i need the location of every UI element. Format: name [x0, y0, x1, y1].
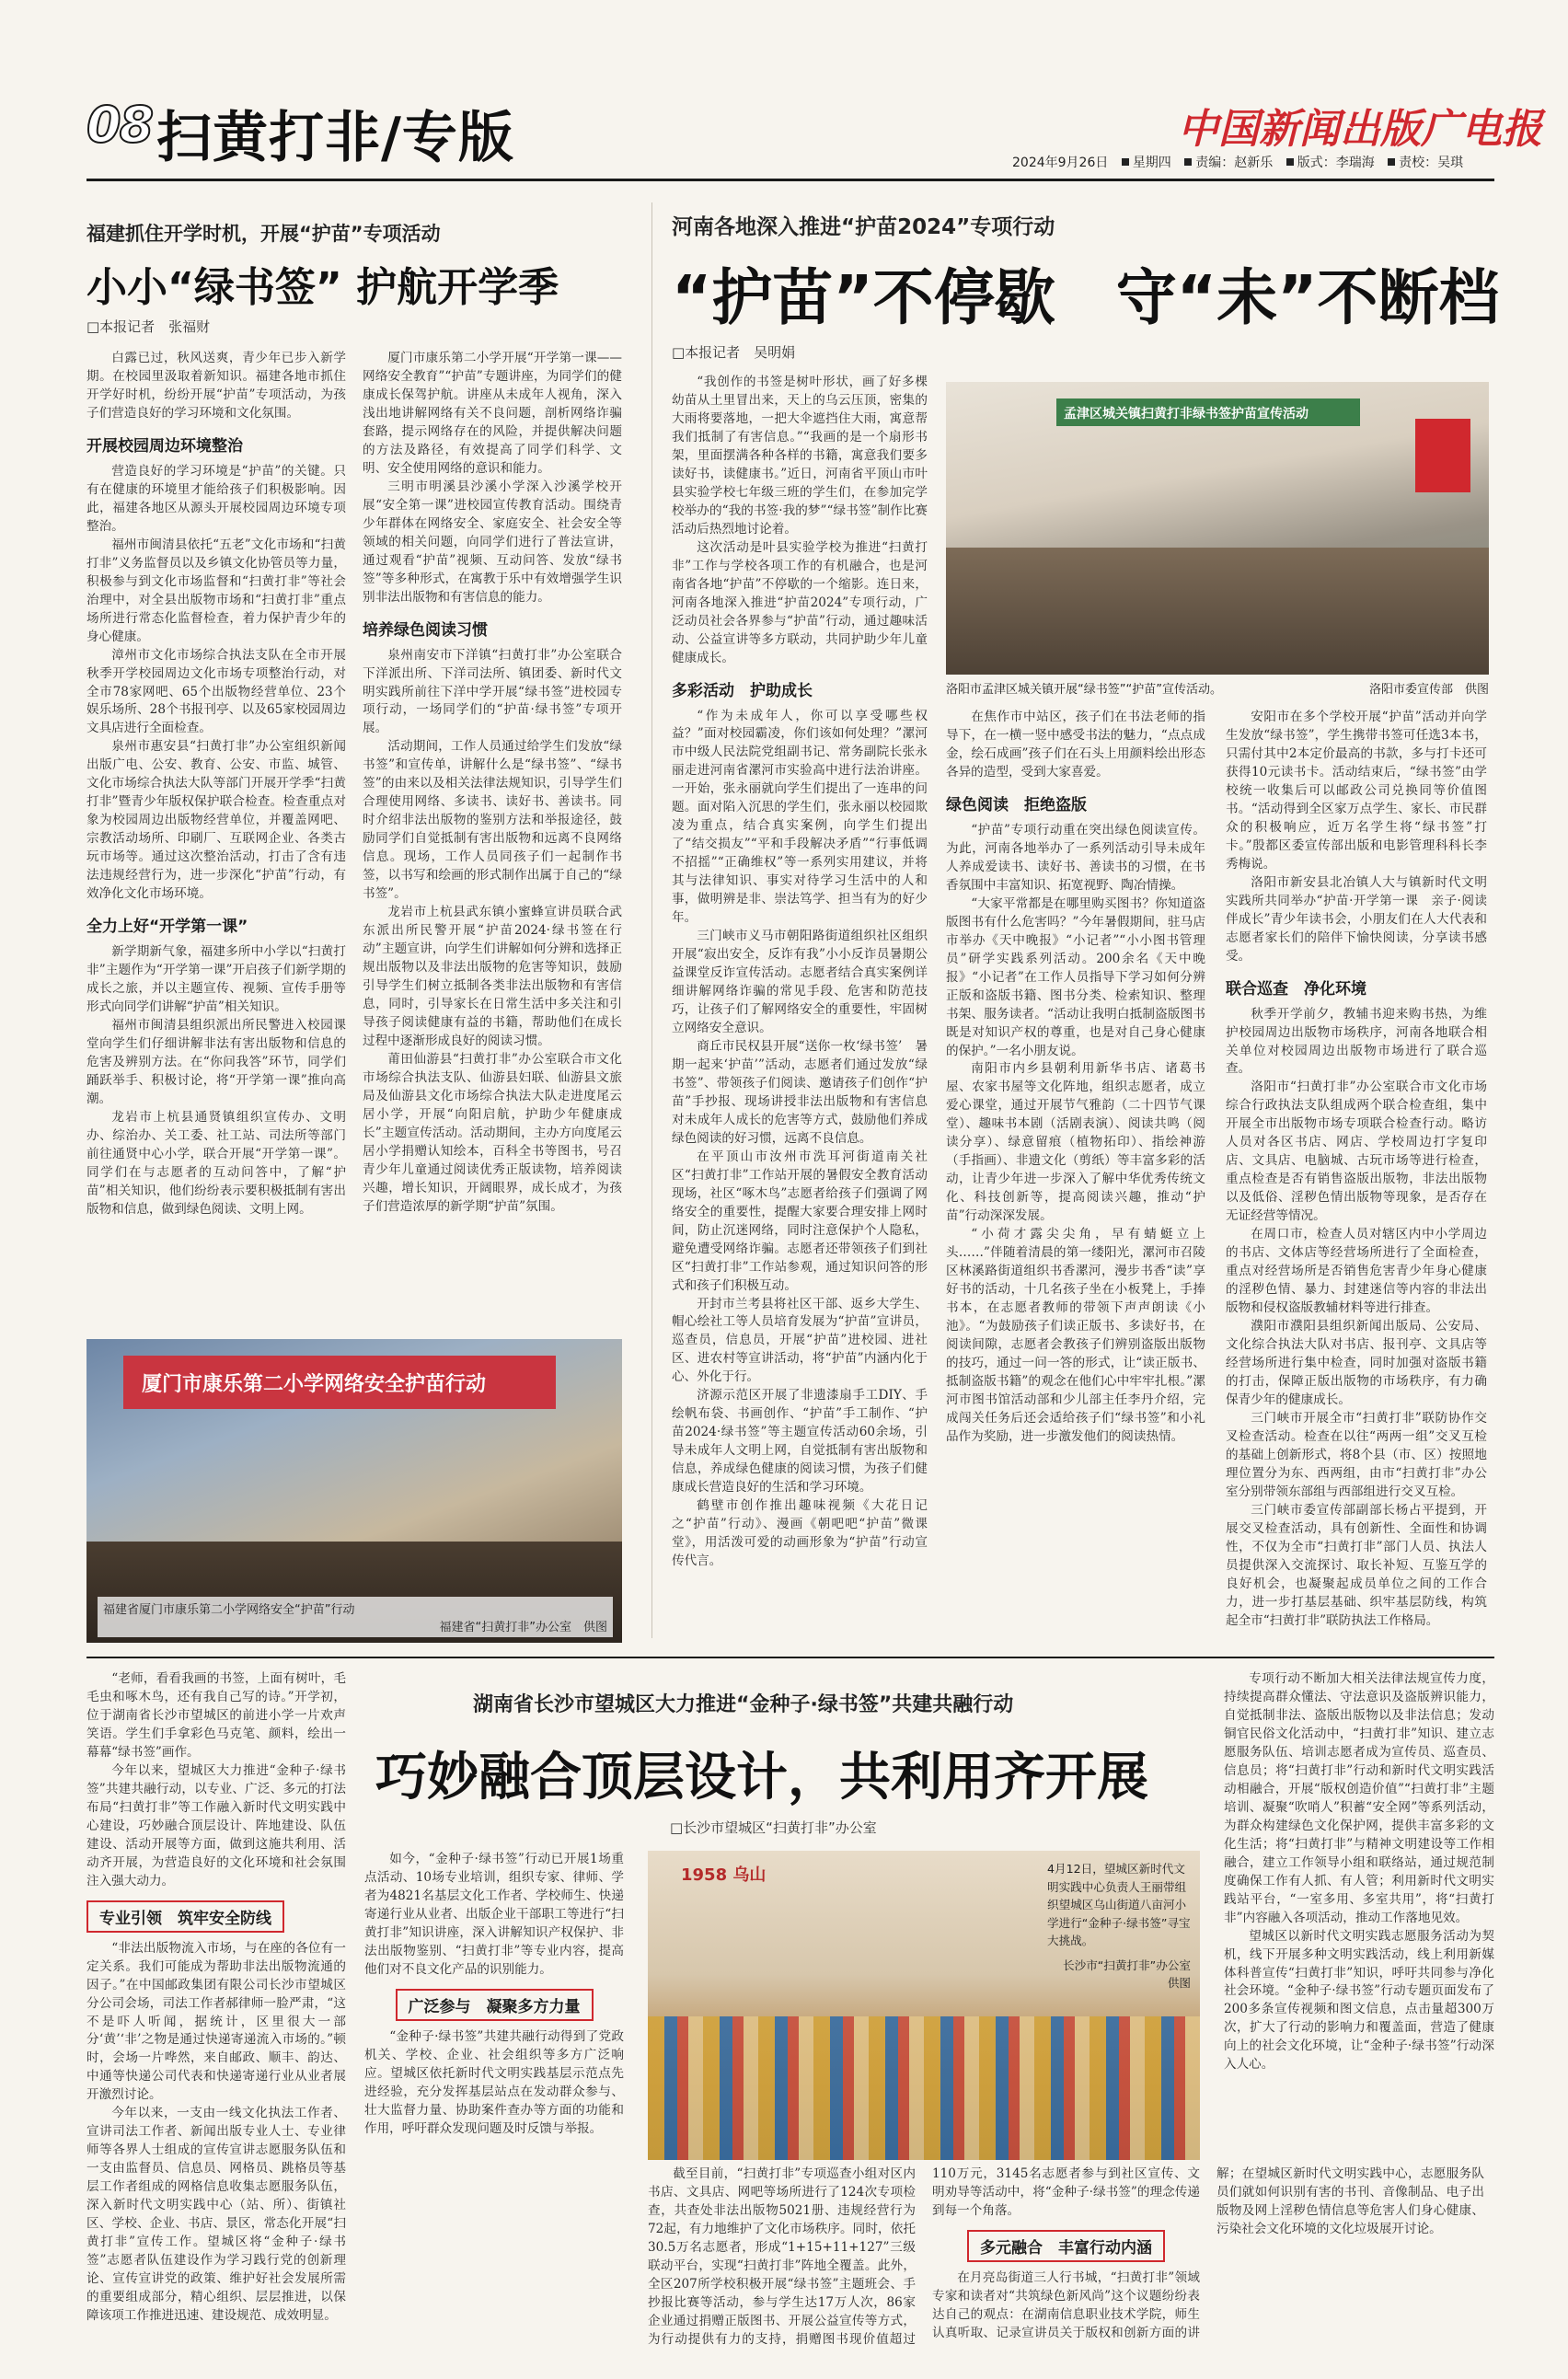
paragraph: 泉州南安市下洋镇“扫黄打非”办公室联合下洋派出所、下洋司法所、镇团委、新时代文明实践所前往下洋中学开展“绿书签”进校园专项行动，一场同学们的“护苗·绿书签”专项开展。 [363, 647, 622, 736]
paragraph: 三门峡市委宣传部副部长杨占平提到，开展交叉检查活动，具有创新性、全面性和协调性，不仅为全市“扫黄打非”部门人员、执法人员提供深入交流探讨、取长补短、互鉴互学的良好机会，也凝聚起成员单位之间的工作合力，进一步打基层基础、织牢基层防线，构筑起全市“扫黄打非”联防执法工作格局。 [1226, 1502, 1487, 1628]
paragraph: 安阳市在多个学校开展“护苗”活动并向学生发放“绿书签”，学生携带书签可任选3本书，只需付其中2本定价最高的书款，多与打卡还可获得10元读书卡。活动结束后，“绿书签”由学校统一收集后可以邮政公司兑换同等价值图书。“活动得到全区家万点学生、家长、市民群众的积极响应，近万名学生将“绿书签”打卡。”殷都区委宣传部出版和电影管理科科长李秀梅说。 [1226, 710, 1487, 872]
paragraph: “作为未成年人，你可以享受哪些权益？”面对校园霸凌，你们该如何处理？”漯河市中级人民法院党组副书记、常务副院长张永丽走进河南省漯河市实验高中进行法治讲座。一开始，张永丽就向学生们提出了一连串的问题。面对陷入沉思的学生们，张永丽以校园欺凌为重点，结合真实案例，向学生们提出了“结交损友”“平和手段解决矛盾”“行事低调不招摇”“正确维权”等一系列实用建议，并将其与法律知识、事实对待学习生活中的人和事，做明辨是非、崇法笃学、担当有为的好少年。 [672, 708, 928, 926]
paragraph: 济源示范区开展了非遗漆扇手工DIY、手绘帆布袋、书画创作、“护苗”手工制作、“护苗2024·绿书签”等主题宣传活动60余场，引导未成年人文明上网，自觉抵制有害出版物和信息，养成绿色健康的阅读习惯，为孩子们健康成长营造良好的生活和学习环境。 [672, 1388, 928, 1496]
column-1 [86, 350, 346, 1325]
paragraph: 今年以来，望城区大力推进“金种子·绿书签”共建共融行动，以专业、广泛、多元的打法布局“扫黄打非”等工作融入新时代文明实践中心建设，巧妙融合顶层设计、阵地建设、队伍建设、活动开展等方面，做到这施共利用、活动齐开展，为营造良好的文化环境和社会氛围注入强大动力。 [86, 1762, 346, 1888]
paragraph: 南阳市内乡县朝利用新华书店、诸葛书屋、农家书屋等文化阵地，组织志愿者，成立爱心课堂，通过开展节气雅韵（二十四节气课堂）、趣味书本剧（活剧表演）、阅读共鸣（阅读分享）、绿意留痕（植物拓印）、指绘神游（手指画）、非遗文化（剪纸）等丰富多彩的活动，让青少年进一步深入了解中华优秀传统文化、科技创新等，提高阅读兴趣，推动“护苗”行动深深发展。 [946, 1061, 1205, 1224]
column-1 [86, 1670, 346, 2361]
paragraph: 龙岩市上杭县通贤镇组织宣传办、文明办、综治办、关工委、社工站、司法所等部门前往通贤中心小学，联合开展“开学第一课”。同学们在与志愿者的互动问答中，了解“护苗”相关知识，他们纷纷表示要积极抵制有害出版物和信息，做到绿色阅读、文明上网。 [86, 1109, 346, 1217]
section-heading: 全力上好“开学第一课” [86, 918, 248, 937]
masthead-info [1012, 153, 1463, 171]
paragraph: 白露已过，秋风送爽，青少年已步入新学期。在校园里汲取着新知识。福建各地市抓住开学好时机，纷纷开展“护苗”专项活动，为孩子们营造良好的学习环境和文化氛围。 [86, 351, 346, 421]
photo-fujian-classroom [86, 1339, 622, 1643]
section-heading: 培养绿色阅读习惯 [363, 620, 488, 640]
layout-credit: 版式：李瑞海 [1297, 156, 1375, 170]
photo-crowd [946, 548, 1489, 675]
section-heading: 多元融合 丰富行动内涵 [967, 2230, 1165, 2262]
photo-wangcheng-children [648, 1851, 1203, 2160]
paragraph: 在平顶山市汝州市洗耳河街道南关社区“扫黄打非”工作站开展的暑假安全教育活动现场，社区“啄木鸟”志愿者给孩子们强调了网络安全的重要性，提醒大家要合理安排上网时间，防止沉迷网络，同时注意保护个人隐私，避免遭受网络诈骗。志愿者还带领孩子们到社区“扫黄打非”工作站参观，通过知识问答的形式和孩子们积极互动。 [672, 1149, 928, 1293]
paragraph: 新学期新气象，福建多所中小学以“扫黄打非”主题作为“开学第一课”开启孩子们新学期的成长之旅，并以主题宣传、视频、宣传手册等形式向同学们讲解“护苗”相关知识。 [86, 944, 346, 1015]
photo-sign: 1958 乌山 [681, 1865, 767, 1885]
paragraph: 活动期间，工作人员通过给学生们发放“绿书签”和宣传单，讲解什么是“绿书签”、“绿书签”的由来以及相关法律法规知识，引导学生们合理使用网络、多读书、读好书、善读书。同时介绍非法出版物的鉴别方法和举报途径，鼓励同学们自觉抵制有害出版物和远离不良网络信息。现场，工作人员同孩子们一起制作书签，以书写和绘画的形式制作出属于自己的“绿书签”。 [363, 739, 622, 902]
column-1 [672, 374, 928, 1634]
column-2 [363, 350, 622, 1325]
section-title: 扫黄打非/专版 [156, 106, 514, 170]
paragraph: 濮阳市濮阳县组织新闻出版局、公安局、文化综合执法大队对书店、报刊亭、文具店等经营场所进行集中检查，同时加强对盗版书籍的打击，保障正版出版物的市场秩序，有力确保青少年的健康成长。 [1226, 1319, 1487, 1407]
paragraph: 泉州市惠安县“扫黄打非”办公室组织新闻出版广电、公安、教育、公安、市监、城管、文化市场综合执法大队等部门开展开学季“扫黄打非”暨青少年版权保护联合检查。检查重点对象为校园周边出版物经营单位，并覆盖网吧、宗教活动场所、印刷厂、互联网企业、各类古玩市场等。通过这次整治活动，打击了含有违法违规经营行为，进一步深化“护苗”行动，有效净化文化市场环境。 [86, 739, 346, 902]
section-heading: 广泛参与 凝聚多方力量 [396, 1989, 594, 2021]
section-heading: 多彩活动 护助成长 [672, 681, 813, 700]
caption-credit: 长沙市“扫黄打非”办公室 供图 [1063, 1957, 1203, 1990]
section-heading: 联合巡查 净化环境 [1226, 979, 1366, 999]
paragraph: 福州市闽清县依托“五老”文化市场和“扫黄打非”义务监督员以及乡镇文化协管员等力量，积极参与到文化市场监督和“扫黄打非”等社会治理中，对全县出版物市场和“扫黄打非”重点场所进行常态化监督检查，着力保护青少年的身心健康。 [86, 537, 346, 644]
section-heading: 专业引领 筑牢安全防线 [86, 1900, 284, 1933]
article-kicker: 河南各地深入推进“护苗2024”专项行动 [672, 215, 1055, 239]
paragraph: 专项行动不断加大相关法律法规宣传力度，持续提高群众懂法、守法意识及盗版辨识能力，自觉抵制非法、盗版出版物以及非法信息；发动铜官民俗文化活动中，“扫黄打非”知识、建立志愿服务队伍、培训志愿者成为宣传员、巡查员、信息员；将“扫黄打非”行动和新时代文明实践活动相融合，开展“版权创造价值”“扫黄打非”主题培训、凝聚“吹哨人”积蓄“安全网”等系列活动，为群众构建绿色文化保护网，提供丰富多彩的文化生活；将“扫黄打非”与精神文明建设等工作相融合，建立工作领导小组和联络站，通过规范制度确保工作有人抓、有人管；利用新时代文明实践站平台，“一室多用、多室共用”，将“扫黄打非”内容融入各项活动，推动工作落地见效。 [1224, 1671, 1494, 1925]
paragraph: “大家平常都是在哪里购买图书？你知道盗版图书有什么危害吗？”今年暑假期间，驻马店市举办《天中晚报》“小记者”“小小图书管理员”研学实践系列活动。200余名《天中晚报》“小记者”在工作人员指导下学习如何分辨正版和盗版书籍、图书分类、检索知识、整理书架、服务读者。“活动让我明白抵制盗版图书既是对知识产权的尊重，也是对自己身心健康的保护。”一名小朋友说。 [946, 895, 1205, 1058]
paragraph: 洛阳市新安县北冶镇人大与镇新时代文明实践所共同举办“护苗·开学第一课 亲子·阅读伴成长”青少年读书会，小朋友们在人大代表和志愿者家长们的陪伴下愉快阅读，分享读书感受。 [1226, 874, 1487, 964]
caption-credit: 福建省“扫黄打非”办公室 供图 [439, 1621, 607, 1634]
article-kicker: 福建抓住开学时机，开展“护苗”专项活动 [86, 223, 441, 245]
caption-text: 洛阳市孟津区城关镇开展“绿书签”“护苗”宣传活动。 [946, 683, 1222, 697]
issue-date: 2024年9月26日 [1012, 156, 1109, 170]
article-headline: 小小“绿书签” 护航开学季 [86, 264, 559, 311]
photo-children-row [648, 2016, 1200, 2160]
paragraph: 营造良好的学习环境是“护苗”的关键。只有在健康的环境里才能给孩子们积极影响。因此，福建各地区从源头开展校园周边环境专项整治。 [86, 463, 346, 534]
proof-credit: 责校：吴琪 [1399, 156, 1464, 170]
paper-name: 中国新闻出版广电报 [1178, 106, 1542, 153]
photo-caption [98, 1597, 613, 1637]
caption-credit: 洛阳市委宣传部 供图 [1368, 683, 1489, 697]
section-divider [86, 1657, 1494, 1658]
paragraph: 三门峡市义马市朝阳路街道组织社区组织开展“寂出安全，反诈有我”小小反诈员暑期公益课堂反诈宣传活动。志愿者结合真实案例详细讲解网络诈骗的常见手段、危害和防范技巧，让孩子们了解网络安全的重要性，牢固树立网络安全意识。 [672, 929, 928, 1035]
photo-caption [946, 679, 1489, 697]
masthead [0, 0, 1568, 184]
paragraph: 鹤壁市创作推出趣味视频《大花日记之“护苗”行动》、漫画《朝吧吧“护苗”微课堂》，用活泼可爱的动画形象为“护苗”行动宣传代言。 [672, 1498, 928, 1569]
section-heading: 开展校园周边环境整治 [86, 436, 243, 456]
article-kicker: 湖南省长沙市望城区大力推进“金种子·绿书签”共建共融行动 [473, 1693, 1014, 1716]
paragraph: 截至目前，“扫黄打非”专项巡查小组对区内书店、文具店、网吧等场所进行了124次专项检查，共查处非法出版物5021册、违规经营行为72起，有力地维护了文化市场秩序。同时，依托30.5万名志愿者，形成“1+15+11+127”三级联动平台，实现“扫黄打非”阵地全覆盖。此外，全区207所学校积极开展“绿书签”主题班会、手抄报比赛等活动，参与学生达17万人次，86家企业通过捐赠正版图书、开展公益宣传等方式，为行动提供有力的支持，捐赠图书现价值超过110万元，3145名志愿者参与到社区宣传、文明劝导等活动中，将“金种子·绿书签”的理念传递到每一个角落。 [648, 2166, 1200, 2347]
article-headline: “护苗”不停歇 守“未”不断档 [672, 262, 1500, 333]
paragraph: 龙岩市上杭县武东镇小蜜蜂宣讲员联合武东派出所民警开展“护苗2024·绿书签在行动”主题宣讲，向学生们讲解如何分辨和选择正规出版物以及非法出版物的危害等知识，鼓励引导学生们树立抵制各类非法出版物和有害信息，同时，引导家长在日常生活中多关注和引导孩子阅读健康有益的书籍，帮助他们在成长过程中逐渐形成良好的阅读习惯。 [363, 905, 622, 1048]
article-wangcheng [86, 1670, 1494, 2361]
caption-text: 4月12日，望城区新时代文明实践中心负责人王丽带组织望城区乌山街道八亩河小学进行“金种子·绿书签”寻宝大挑战。 [1047, 1862, 1191, 1948]
editor-credit: 责编：赵新乐 [1195, 156, 1274, 170]
paragraph: 今年以来，一支由一线文化执法工作者、宣讲司法工作者、新闻出版专业人士、专业律师等各界人士组成的宣传宣讲志愿服务队伍和一支由监督员、信息员、网格员、跳格员等基层工作者组成的网格信息收集志愿服务队伍，深入新时代文明实践中心（站、所）、街镇社区、学校、企业、书店、景区，常态化开展“扫黄打非”宣传工作。望城区将“金种子·绿书签”志愿者队伍建设作为学习践行党的创新理论、宣传宣讲党的政策、维护好社会发展所需的重要组成部分，精心组织、层层推进，以保障该项工作推进迅速、建设规范、成效明显。 [86, 2106, 346, 2323]
article-byline: □长沙市望城区“扫黄打非”办公室 [670, 1819, 877, 1836]
paragraph: “金种子·绿书签”共建共融行动得到了党政机关、学校、企业、社会组织等多方广泛响应。望城区依托新时代文明实践基层示范点先进经验，充分发挥基层站点在发动群众参与、壮大监督力量、协助案件查办等方面的功能和作用，呼吁群众发现问题及时反馈与举报。 [364, 2028, 624, 2136]
paragraph: 三明市明溪县沙溪小学深入沙溪学校开展“安全第一课”进校园宣传教育活动。围绕青少年群体在网络安全、家庭安全、社会安全等领域的相关问题，向同学们进行了普法宣讲，通过观看“护苗”视频、互动问答、发放“绿书签”等多种形式，在寓教于乐中有效增强学生识别非法出版物和有害信息的能力。 [363, 479, 622, 605]
paragraph: 在焦作市中站区，孩子们在书法老师的指导下，在一横一竖中感受书法的魅力，“点点成金，绘石成画”孩子们在石头上用颜料绘出形态各异的造型，受到大家喜爱。 [946, 710, 1205, 780]
section-heading: 绿色阅读 拒绝盗版 [946, 795, 1087, 814]
column-3 [1226, 709, 1487, 1634]
paragraph: 厦门市康乐第二小学开展“开学第一课——网络安全教育”“护苗”专题讲座，为同学们的健康成长保驾护航。讲座从未成年人视角，深入浅出地讲解网络有关不良问题，剖析网络诈骗套路，提示网络存在的风险，并提供解决问题的方法及路径，有效提高了同学们科学、文明、安全使用网络的意识和能力。 [363, 351, 622, 476]
paragraph: 漳州市文化市场综合执法支队在全市开展秋季开学校园周边文化市场专项整治行动，对全市78家网吧、65个出版物经营单位、23个娱乐场所、28个书报刊亭、以及65家校园周边文具店进行全面检查。 [86, 647, 346, 736]
page-number: 08 [86, 96, 153, 154]
paragraph: “非法出版物流入市场，与在座的各位有一定关系。我们可能成为帮助非法出版物流通的因子。”在中国邮政集团有限公司长沙市望城区分公司会场，司法工作者郝律师一脸严肃，“这不是吓人听闻，据统计，区里很大一部分‘黄’‘非’之物是通过快递寄递流入市场的。”顿时，会场一片哗然，来自邮政、顺丰、韵达、中通等快递公司代表和快递寄递行业从业者展开激烈讨论。 [86, 1940, 346, 2103]
issue-weekday: 星期四 [1132, 156, 1171, 170]
photo-overlay-text: 厦门市康乐第二小学网络安全护苗行动 [142, 1373, 487, 1396]
photo-henan-event [946, 382, 1489, 675]
paragraph: 福州市闽清县组织派出所民警进入校园课堂向学生们仔细讲解非法有害出版物和信息的危害及辨别方法。在“你问我答”环节，同学们踊跃举手、积极讨论，将“开学第一课”推向高潮。 [86, 1018, 346, 1106]
paragraph: 洛阳市“扫黄打非”办公室联合市文化市场综合行政执法支队组成两个联合检查组，集中开展全市出版物市场专项联合检查行动。略访人员对各区书店、网店、学校周边打字复印店、文具店、电脑城、古玩市场等进行检查，重点检查是否有销售盗版出版物，非法出版物以及低俗、淫秽色情出版物等现象，是否存在无证经营等情况。 [1226, 1080, 1487, 1224]
paragraph: “护苗”专项行动重在突出绿色阅读宣传。为此，河南各地举办了一系列活动引导未成年人养成爱读书、读好书、善读书的习惯，在书香氛围中丰富知识、拓宽视野、陶冶情操。 [946, 822, 1205, 893]
paragraph: “小荷才露尖尖角，早有蜻蜓立上头……”伴随着清晨的第一缕阳光，漯河市召陵区林溪路街道组织书香漯河，漫步书香“读”享好书的活动，十几名孩子坐在小板凳上，手捧书本，在志愿者教师的带领下声声朗读《小池》。“为鼓励孩子们读正版书、多读好书，在阅读间隙，志愿者会教孩子们辨别盗版出版物的技巧，通过一问一答的形式，让“读正版书、抵制盗版书籍”的观念在他们心中牢牢扎根。”漯河市图书馆活动部和少儿部主任李丹介绍，完成闯关任务后还会适给孩子们“绿书签”和小礼品作为奖励，进一步激发他们的阅读热情。 [946, 1227, 1205, 1444]
photo-caption-box [1047, 1860, 1203, 1991]
column-3 [648, 2165, 1484, 2361]
column-4 [1224, 1670, 1494, 2361]
paragraph: “我创作的书签是树叶形状，画了好多棵幼苗从土里冒出来，天上的乌云压顶，密集的大雨将要落地，一把大伞遮挡住大雨，寓意帮我们抵制了有害信息。”“我画的是一个扇形书架，里面摆满各种各样的书籍，寓意我们要多读好书，读健康书。”近日，河南省平顶山市叶县实验学校七年级三班的学生们，在参加完学校举办的“我的书签·我的梦”“绿书签”制作比赛活动后热烈地讨论着。 [672, 375, 928, 537]
paragraph: 这次活动是叶县实验学校为推进“扫黄打非”工作与学校各项工作的有机融合，也是河南省各地“护苗”不停歇的一个缩影。连日来，河南各地深入推进“护苗2024”专项行动，广泛动员社会各界参与“护苗”行动，通过趣味活动、公益宣讲等多方联动，共同护助少年儿童健康成长。 [672, 539, 928, 665]
article-fujian [86, 193, 648, 1643]
column-2 [364, 1851, 624, 2361]
paragraph: 三门峡市开展全市“扫黄打非”联防协作交叉检查活动。检查在以往“两两一组”交叉互检的基础上创新形式，将8个县（市、区）按照地理位置分为东、西两组，由市“扫黄打非”办公室分别带领东部组与西部组进行交叉互检。 [1226, 1410, 1487, 1499]
article-headline: 巧妙融合顶层设计，共利用齐开展 [375, 1748, 1148, 1807]
paragraph: “老师，看看我画的书签，上面有树叶，毛毛虫和啄木鸟，还有我自己写的诗。”开学初，位于湖南省长沙市望城区的前进小学一片欢声笑语。学生们手拿彩色马克笔、颜料，绘出一幕幕“绿书签”画作。 [86, 1671, 346, 1760]
paragraph: 在周口市，检查人员对辖区内中小学周边的书店、文体店等经营场所进行了全面检查，重点对经营场所是否销售危害青少年身心健康的淫秽色情、暴力、封建迷信等内容的非法出版物和侵权盗版教辅材料等进行排查。 [1226, 1227, 1487, 1316]
paragraph: 秋季开学前夕，教辅书迎来购书热，为维护校园周边出版物市场秩序，河南各地联合相关单位对校园周边出版物市场进行了联合巡查。 [1226, 1006, 1487, 1077]
masthead-rule [86, 179, 1494, 181]
paragraph: 望城区以新时代文明实践志愿服务活动为契机，线下开展多种文明实践活动，线上利用新媒体科普宣传“扫黄打非”知识，呼吁共同参与净化社会环境。“金种子·绿书签”行动专题页面发布了200多条宣传视频和图文信息，点击量超300万次，扩大了行动的影响力和覆盖面，营造了健康向上的社会文化环境，让“金种子·绿书签”行动深入人心。 [1224, 1928, 1494, 2073]
caption-text: 福建省厦门市康乐第二小学网络安全“护苗”行动 [103, 1603, 355, 1617]
photo-flag [1415, 419, 1470, 492]
photo-banner-text: 孟津区城关镇扫黄打非绿书签护苗宣传活动 [1064, 407, 1309, 422]
article-henan [663, 193, 1500, 1643]
paragraph: 商丘市民权县开展“送你一枚‘绿书签’ 暑期一起来‘护苗’”活动，志愿者们通过发放“绿书签”、带领孩子们阅读、邀请孩子们创作“护苗”手抄报、现场讲授非法出版物和有害信息对未成年人成长的危害等方式，鼓励他们养成绿色阅读的好习惯，远离不良信息。 [672, 1038, 928, 1146]
paragraph: 开封市兰考县将社区干部、返乡大学生、帽心绘社工等人员培育发展为“护苗”宣讲员，巡查员，信息员，开展“护苗”进校园、进社区、进农村等宣讲活动，将“护苗”内涵内化于心、外化于行。 [672, 1296, 928, 1385]
column-divider [651, 202, 652, 1638]
column-2 [946, 709, 1205, 1634]
paragraph: 在月亮岛街道三人行书城，“扫黄打非”领域专家和读者对“共筑绿色新风尚”这个议题纷纷表达自己的观点：在湖南信息职业技术学院，师生认真听取、记录宣讲员关于版权和创新方面的讲解；在望城区新时代文明实践中心，志愿服务队员们就如何识别有害的书刊、音像制品、电子出版物及网上淫秽色情信息等危害人们身心健康、污染社会文化环境的文化垃圾展开讨论。 [932, 2166, 1484, 2340]
article-byline: □本报记者 吴明娟 [672, 344, 796, 361]
paragraph: 莆田仙游县“扫黄打非”办公室联合市文化市场综合执法支队、仙游县妇联、仙游县文旅局及仙游县文化市场综合执法大队走进度尾云居小学，开展“向阳启航，护助少年健康成长”主题宣传活动。活动期间，主办方向度尾云居小学捐赠认知绘本，百科全书等图书，号召青少年儿童通过阅读优秀正版读物，培养阅读兴趣，增长知识，开阔眼界，成长成才，为孩子们营造浓厚的新学期“护苗”氛围。 [363, 1051, 622, 1214]
article-byline: □本报记者 张福财 [86, 318, 211, 335]
paragraph: 如今，“金种子·绿书签”行动已开展1场重点活动、10场专业培训，组织专家、律师、学者为4821名基层文化工作者、学校师生、快递寄递行业从业者、出版企业干部职工等进行“扫黄打非”知识讲座，深入讲解知识产权保护、非法出版物鉴别、“扫黄打非”等专业内容，提高他们对不良文化产品的识别能力。 [364, 1852, 624, 1977]
